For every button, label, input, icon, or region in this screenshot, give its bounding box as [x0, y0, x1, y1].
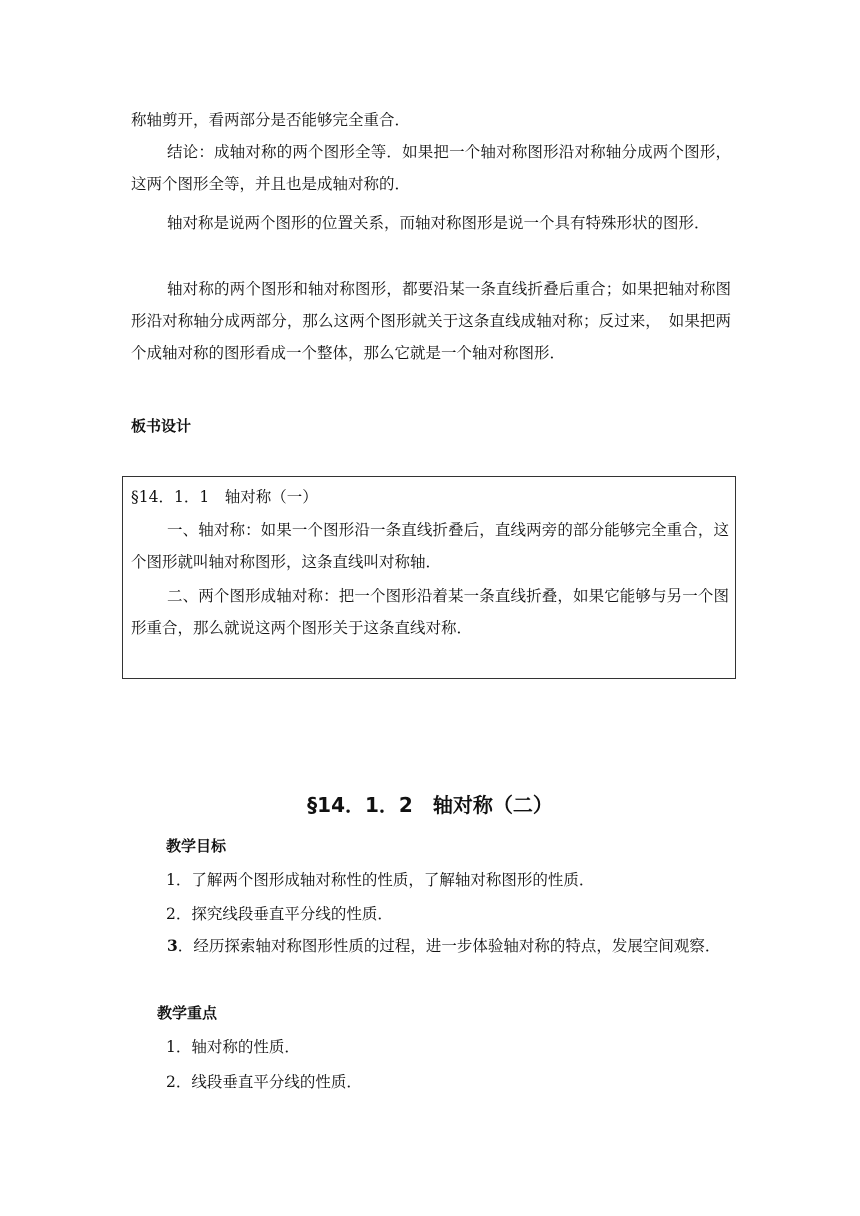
goals-heading: 教学目标	[166, 837, 227, 855]
board-item-2: 二、两个图形成轴对称：把一个图形沿着某一条直线折叠，如果它能够与另一个图形重合，那么就说这两个图形关于这条直线对称．	[131, 587, 729, 637]
board-design-box	[122, 476, 736, 679]
goal-item-3: 3．经历探索轴对称图形性质的过程，进一步体验轴对称的特点，发展空间观察．	[167, 936, 721, 955]
paragraph-comparison: 轴对称的两个图形和轴对称图形，都要沿某一条直线折叠后重合；如果把轴对称图形沿对称轴分成两部分，那么这两个图形就关于这条直线成轴对称；反过来， 如果把两个成轴对称的图形看成一个整体，那么它就是一个轴对称图形．	[131, 280, 731, 362]
goal-item-2: 2．探究线段垂直平分线的性质．	[166, 905, 393, 923]
focus-item-2: 2．线段垂直平分线的性质．	[166, 1073, 362, 1091]
section-title: §14．1．2 轴对称（二）	[307, 793, 553, 817]
goal-item-1: 1．了解两个图形成轴对称性的性质，了解轴对称图形的性质．	[166, 871, 595, 889]
goal-item-3-text: 经历探索轴对称图形性质的过程，进一步体验轴对称的特点，发展空间观察．	[193, 937, 721, 955]
board-box-title: §14．1．1 轴对称（一）	[131, 488, 318, 506]
goal-item-3-number: 3	[167, 936, 178, 955]
focus-item-1: 1．轴对称的性质．	[166, 1038, 300, 1056]
paragraph-relation: 轴对称是说两个图形的位置关系，而轴对称图形是说一个具有特殊形状的图形．	[167, 214, 710, 232]
paragraph-1: 称轴剪开，看两部分是否能够完全重合．	[131, 111, 411, 129]
focus-heading: 教学重点	[157, 1004, 218, 1022]
board-item-1: 一、轴对称：如果一个图形沿一条直线折叠后，直线两旁的部分能够完全重合，这个图形就叫轴对称图形，这条直线叫对称轴．	[131, 521, 729, 571]
board-design-heading: 板书设计	[131, 417, 192, 435]
paragraph-conclusion: 结论：成轴对称的两个图形全等．如果把一个轴对称图形沿对称轴分成两个图形，这两个图形全等，并且也是成轴对称的．	[131, 143, 731, 193]
